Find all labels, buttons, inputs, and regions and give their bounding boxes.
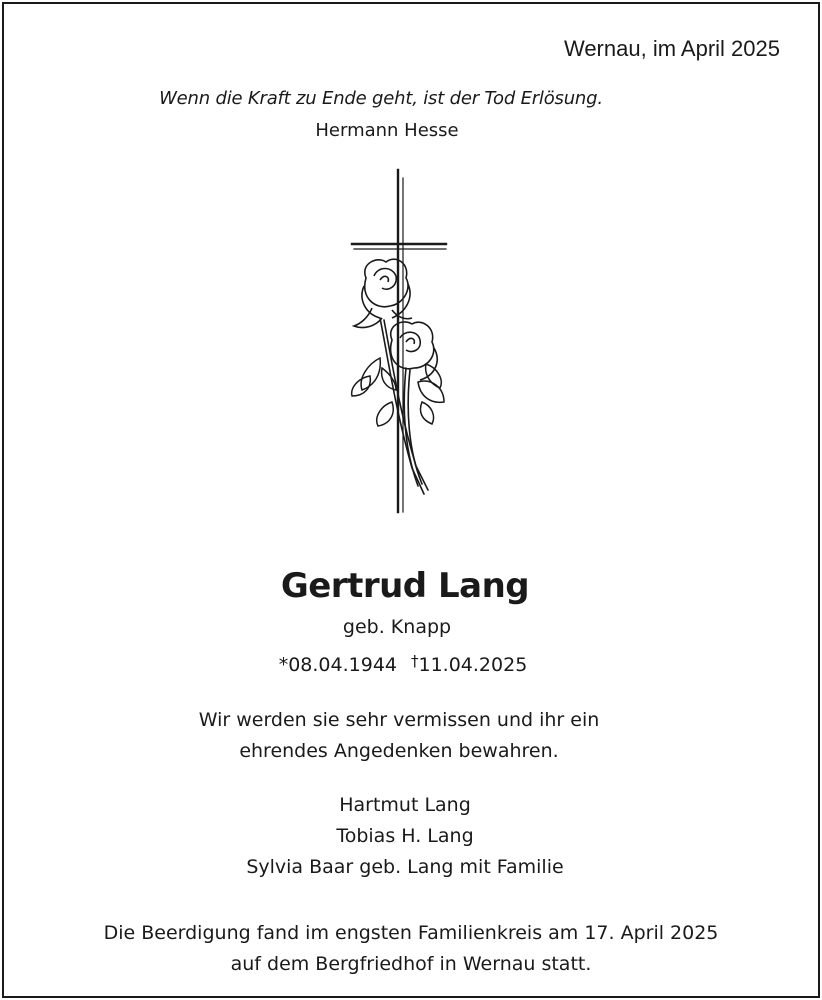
mourners-list xyxy=(0,790,816,883)
message-line: ehrendes Angedenken bewahren. xyxy=(239,740,559,762)
quote-text: Wenn die Kraft zu Ende geht, ist der Tod Erlösung. xyxy=(159,88,603,109)
condolence-message xyxy=(0,705,810,767)
message-line: Wir werden sie sehr vermissen und ihr ein xyxy=(198,709,600,731)
life-dates xyxy=(0,652,814,676)
death-date: 11.04.2025 xyxy=(418,654,528,676)
mourner-name: Sylvia Baar geb. Lang mit Familie xyxy=(246,856,564,878)
mourner-name: Hartmut Lang xyxy=(339,794,471,816)
quote-author: Hermann Hesse xyxy=(315,120,459,141)
cross-with-roses-icon xyxy=(340,168,460,518)
deceased-name: Gertrud Lang xyxy=(280,566,530,606)
funeral-line: Die Beerdigung fand im engsten Familienkreis am 17. April 2025 xyxy=(103,922,719,944)
dagger-icon: † xyxy=(411,652,419,670)
maiden-name: geb. Knapp xyxy=(342,616,452,638)
funeral-notice xyxy=(0,918,822,980)
funeral-line: auf dem Bergfriedhof in Wernau statt. xyxy=(230,953,592,975)
birth-date: *08.04.1944 xyxy=(278,654,397,676)
place-date: Wernau, im April 2025 xyxy=(563,36,780,61)
mourner-name: Tobias H. Lang xyxy=(336,825,474,847)
